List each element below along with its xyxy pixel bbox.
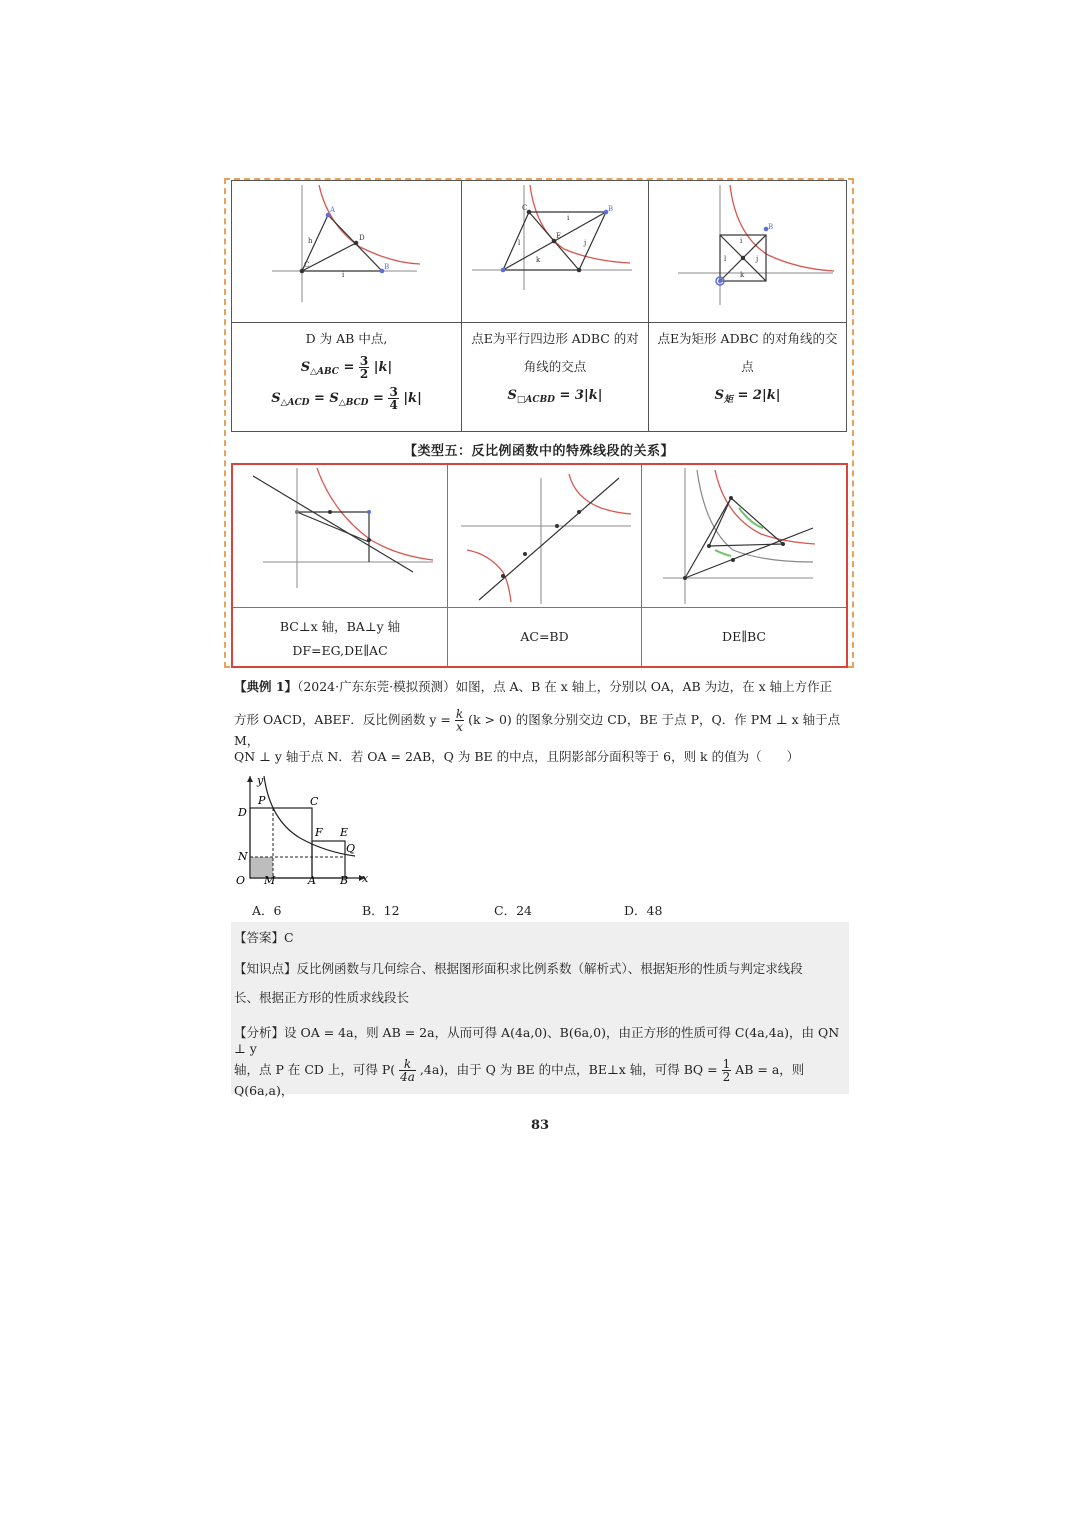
example-line-2: 方形 OACD，ABEF．反比例函数 y = $\frac{k}{x}$ (k > 0) 的图象分别交边 CD，BE 于点 P，Q．作 PM ⊥ x 轴于点 M， (234, 707, 841, 748)
diagram-parallelogram-adbc (472, 185, 642, 320)
label-e2: E (556, 232, 562, 240)
label-d: D (359, 234, 365, 242)
label-i3: i (740, 237, 743, 245)
label-i2: i (567, 214, 570, 222)
cell2-text-bc-perp: BC⊥x 轴，BA⊥y 轴 DF=EG,DE∥AC (279, 619, 401, 658)
diagram-de-parallel-bc (653, 468, 843, 604)
label-b: B (384, 263, 390, 271)
label-l2: l (518, 239, 521, 247)
diagram-triangle-abc (262, 185, 462, 320)
answer-line: 【答案】C (234, 930, 294, 945)
fig-label-a: A (308, 874, 316, 887)
page-number: 83 (530, 1118, 550, 1133)
label-i: i (342, 271, 345, 279)
diagram-segments-parallel (253, 468, 443, 604)
example-line-1: 【典例 1】（2024·广东东莞·模拟预测）如图，点 A、B 在 x 轴上，分别以 OA，AB 为边，在 x 轴上方作正 (234, 679, 833, 694)
fig-label-n: N (238, 850, 248, 863)
fig-label-b: B (340, 874, 349, 887)
label-c: C (304, 261, 310, 269)
fig-label-m: M (264, 874, 276, 887)
label-j3: j (756, 255, 759, 263)
knowledge-line-2: 长、根据正方形的性质求线段长 (234, 990, 410, 1005)
fig-label-q: Q (346, 842, 356, 855)
option-a: A．6 (252, 903, 282, 918)
option-d: D．48 (624, 903, 663, 918)
label-h: h (308, 237, 313, 245)
cell2-text-de-bc: DE∥BC (722, 629, 766, 644)
label-k2: k (536, 256, 541, 264)
fig-label-c: C (310, 795, 319, 808)
fig-label-d: D (238, 806, 247, 819)
example-figure (230, 770, 380, 890)
cell-text-rectangle: 点E为矩形 ADBC 的对角线的交 点 $S_矩 = 2|k|$ (657, 331, 838, 405)
diagram-ac-equals-bd (451, 468, 639, 604)
label-a: A (330, 206, 336, 214)
label-b3: B (768, 223, 774, 231)
type5-heading: 【类型五：反比例函数中的特殊线段的关系】 (403, 444, 674, 459)
example-line-3: QN ⊥ y 轴于点 N．若 OA = 2AB，Q 为 BE 的中点，且阴影部分面积等于 6，则 k 的值为（ ） (234, 749, 800, 764)
label-k3: k (740, 271, 745, 279)
knowledge-line-1: 【知识点】反比例函数与几何综合、根据图形面积求比例系数（解析式）、根据矩形的性质与判定求线段 (234, 961, 803, 976)
diagram-rectangle-adbc (658, 185, 838, 320)
label-l3: l (724, 255, 727, 263)
table-type5 (231, 463, 848, 668)
cell2-text-ac-bd: AC=BD (520, 629, 569, 644)
option-c: C．24 (494, 903, 532, 918)
cell-text-midpoint: D 为 AB 中点, $S_{\triangle ABC}$ = $\frac{3}{2}$ |k| $S_{\triangle ACD} = S_{\triangle BCD}$ = $\frac{3}{4}$ |k| (271, 331, 422, 413)
fig-label-e: E (340, 826, 349, 839)
fig-label-f: F (315, 826, 323, 839)
cell-text-parallelogram: 点E为平行四边形 ADBC 的对 角线的交点 $S_{□ACBD} = 3|k|$ (471, 331, 639, 405)
fig-label-x: x (362, 872, 369, 885)
fig-label-o: O (236, 874, 246, 887)
label-b2: B (608, 205, 614, 213)
fig-label-p: P (258, 794, 266, 807)
option-b: B．12 (362, 903, 400, 918)
label-j2: j (584, 239, 587, 247)
table-type4 (231, 180, 847, 432)
analysis-line-1: 【分析】设 OA = 4a，则 AB = 2a，从而可得 A(4a,0)、B(6a,0)，由正方形的性质可得 C(4a,4a)，由 QN ⊥ y (234, 1025, 840, 1057)
analysis-line-2: 轴，点 P 在 CD 上，可得 P( $\frac{k}{4a}$ ,4a)，由于 Q 为 BE 的中点，BE⊥x 轴，可得 BQ = $\frac{1}{2}$ AB = a，则 Q(6a,a)， (234, 1057, 805, 1098)
fig-label-y: y (257, 774, 264, 787)
label-c2: C (522, 204, 528, 212)
